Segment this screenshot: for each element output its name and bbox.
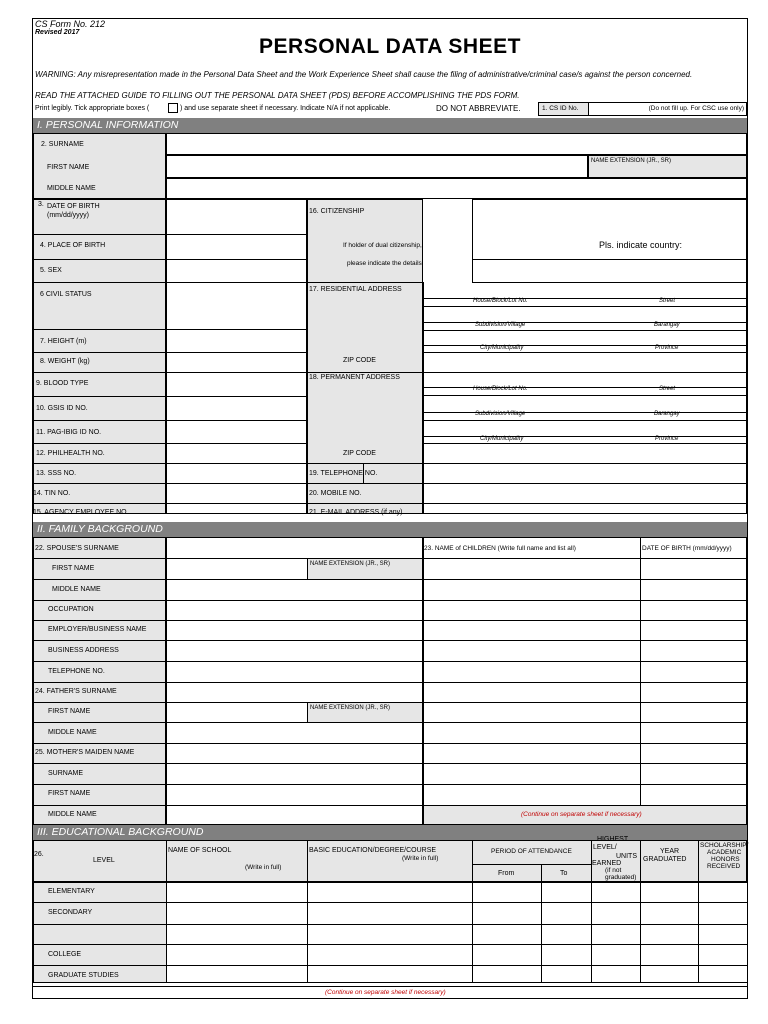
form-number: CS Form No. 212 bbox=[35, 19, 106, 29]
sex-label: 5. SEX bbox=[40, 267, 62, 274]
cs-id-label: 1. CS ID No. bbox=[542, 105, 579, 112]
pds-form bbox=[32, 18, 748, 999]
cs-id-label-cell bbox=[538, 102, 589, 116]
first-name-field[interactable] bbox=[166, 155, 588, 178]
warning-text: WARNING: Any misrepresentation made in the Personal Data Sheet and the Work Experience Sheet shall cause the filing of administrative/criminal case/s against the person concerned. bbox=[35, 70, 693, 79]
first-name-label: FIRST NAME bbox=[47, 164, 90, 171]
level-header: LEVEL bbox=[93, 857, 115, 864]
employer-label: EMPLOYER/BUSINESS NAME bbox=[48, 626, 147, 633]
height-label: 7. HEIGHT (m) bbox=[40, 338, 87, 345]
highest-header-3: UNITS bbox=[616, 853, 637, 860]
business-address-label: BUSINESS ADDRESS bbox=[48, 647, 119, 654]
spouse-middle-name-label: MIDDLE NAME bbox=[52, 586, 101, 593]
weight-label: 8. WEIGHT (kg) bbox=[40, 358, 90, 365]
middle-name-field[interactable] bbox=[166, 178, 747, 199]
citizenship-label: 16. CITIZENSHIP bbox=[309, 208, 365, 215]
scholarship-header-4: RECEIVED bbox=[707, 863, 741, 870]
course-write-full: (Write in full) bbox=[402, 855, 439, 862]
college-label: COLLEGE bbox=[48, 951, 82, 958]
res-street-label: Street bbox=[659, 298, 676, 304]
agency-label: 15. AGENCY EMPLOYEE NO. bbox=[33, 509, 129, 516]
school-write-full: (Write in full) bbox=[245, 864, 282, 871]
residential-address-label: 17. RESIDENTIAL ADDRESS bbox=[309, 286, 402, 293]
telephone-label: 19. TELEPHONE NO. bbox=[309, 470, 378, 477]
family-labels-block bbox=[33, 537, 166, 825]
education-continue-note: (Continue on separate sheet if necessary) bbox=[325, 989, 446, 996]
highest-header-6: graduated) bbox=[605, 874, 637, 881]
occupation-label: OCCUPATION bbox=[48, 606, 94, 613]
print-legibly-a: Print legibly. Tick appropriate boxes ( bbox=[35, 105, 150, 112]
school-header: NAME OF SCHOOL bbox=[168, 847, 232, 854]
res-province-label: Province bbox=[655, 345, 679, 351]
dual-citizenship-note-1: If holder of dual citizenship, bbox=[343, 242, 422, 249]
education-levels-block bbox=[33, 882, 167, 983]
from-header: From bbox=[498, 870, 515, 877]
children-continue-cell bbox=[423, 805, 747, 825]
dual-citizenship-note-2: please indicate the details. bbox=[347, 260, 424, 267]
name-extension-label: NAME EXTENSION (JR., SR) bbox=[591, 158, 672, 164]
perm-street-label: Street bbox=[659, 386, 676, 392]
page-title: PERSONAL DATA SHEET bbox=[259, 35, 521, 58]
cs-use-note: (Do not fill up. For CSC use only) bbox=[648, 105, 744, 112]
spouse-telephone-label: TELEPHONE NO. bbox=[48, 668, 105, 675]
perm-subdivision-label: Subdivision/Village bbox=[475, 411, 526, 417]
perm-barangay-label: Barangay bbox=[654, 411, 680, 417]
children-table[interactable] bbox=[423, 537, 747, 825]
elementary-label: ELEMENTARY bbox=[48, 888, 95, 895]
res-subdivision-label: Subdivision/Village bbox=[475, 322, 526, 328]
country-label: Pls. indicate country: bbox=[599, 240, 683, 250]
father-name-ext-label: NAME EXTENSION (JR., SR) bbox=[310, 705, 391, 711]
father-surname-label: 24. FATHER'S SURNAME bbox=[35, 688, 117, 695]
res-zip-label: ZIP CODE bbox=[343, 357, 376, 364]
section-educational-background: III. EDUCATIONAL BACKGROUND bbox=[33, 825, 747, 840]
revised-label: Revised 2017 bbox=[35, 29, 80, 36]
father-middle-name-label: MIDDLE NAME bbox=[48, 729, 97, 736]
spouse-surname-label: 22. SPOUSE'S SURNAME bbox=[35, 545, 119, 552]
father-name-extension[interactable] bbox=[307, 702, 423, 723]
res-city-label: City/Municipality bbox=[480, 345, 524, 351]
sss-label: 13. SSS NO. bbox=[36, 470, 77, 477]
section-personal-information: I. PERSONAL INFORMATION bbox=[33, 118, 747, 133]
dob-label: DATE OF BIRTH bbox=[47, 203, 100, 210]
email-label: 21. E-MAIL ADDRESS (if any) bbox=[309, 509, 403, 516]
perm-province-label: Province bbox=[655, 436, 679, 442]
to-header: To bbox=[560, 870, 568, 877]
middle-name-label: MIDDLE NAME bbox=[47, 185, 96, 192]
dob-format: (mm/dd/yyyy) bbox=[47, 212, 89, 219]
scholarship-header-2: ACADEMIC bbox=[707, 849, 742, 856]
pagibig-label: 11. PAG-IBIG ID NO. bbox=[36, 429, 102, 436]
year-header-1: YEAR bbox=[660, 848, 680, 855]
do-not-abbreviate: DO NOT ABBREVIATE. bbox=[436, 104, 521, 113]
secondary-label: SECONDARY bbox=[48, 909, 93, 916]
graduate-studies-label: GRADUATE STUDIES bbox=[48, 972, 119, 979]
pob-label: 4. PLACE OF BIRTH bbox=[40, 242, 106, 249]
course-header: BASIC EDUCATION/DEGREE/COURSE bbox=[309, 847, 437, 854]
mother-middle-name-label: MIDDLE NAME bbox=[48, 811, 97, 818]
child-dob-header: DATE OF BIRTH (mm/dd/yyyy) bbox=[642, 545, 732, 552]
section-family-background: II. FAMILY BACKGROUND bbox=[33, 522, 747, 537]
perm-house-label: House/Block/Lot No. bbox=[473, 386, 528, 392]
permanent-address-label: 18. PERMANENT ADDRESS bbox=[309, 374, 400, 381]
surname-field[interactable] bbox=[166, 133, 747, 155]
tin-label: 14. TIN NO. bbox=[33, 490, 71, 497]
res-house-label: House/Block/Lot No. bbox=[473, 298, 528, 304]
family-values-column[interactable] bbox=[166, 537, 423, 825]
scholarship-header-3: HONORS bbox=[711, 856, 740, 863]
mother-surname-label: SURNAME bbox=[48, 770, 84, 777]
perm-zip-label: ZIP CODE bbox=[343, 450, 376, 457]
civil-status-label: 6 CIVIL STATUS bbox=[40, 291, 92, 298]
father-first-name-label: FIRST NAME bbox=[48, 708, 91, 715]
blood-type-label: 9. BLOOD TYPE bbox=[36, 380, 89, 387]
perm-city-label: City/Municipality bbox=[480, 436, 524, 442]
tick-box-sample bbox=[168, 103, 178, 113]
highest-header-5: (if not bbox=[605, 867, 622, 874]
philhealth-label: 12. PHILHEALTH NO. bbox=[36, 450, 105, 457]
highest-header-4: EARNED bbox=[592, 860, 622, 867]
mother-first-name-label: FIRST NAME bbox=[48, 790, 91, 797]
period-header: PERIOD OF ATTENDANCE bbox=[491, 848, 572, 855]
spouse-name-ext-label: NAME EXTENSION (JR., SR) bbox=[310, 561, 391, 567]
children-header: 23. NAME of CHILDREN (Write full name and list all) bbox=[424, 545, 576, 552]
mother-maiden-label: 25. MOTHER'S MAIDEN NAME bbox=[35, 749, 135, 756]
highest-header-2: LEVEL/ bbox=[593, 844, 617, 851]
cs-id-field[interactable] bbox=[588, 102, 747, 116]
spouse-first-name-label: FIRST NAME bbox=[52, 565, 95, 572]
res-barangay-label: Barangay bbox=[654, 322, 680, 328]
personal-values-column[interactable] bbox=[166, 199, 307, 514]
scholarship-header-1: SCHOLARSHIP/ bbox=[700, 842, 749, 849]
children-continue-note: (Continue on separate sheet if necessary) bbox=[521, 811, 642, 818]
gsis-label: 10. GSIS ID NO. bbox=[36, 405, 88, 412]
read-guide-text: READ THE ATTACHED GUIDE TO FILLING OUT THE PERSONAL DATA SHEET (PDS) BEFORE ACCOMPLISHING THE PDS FORM. bbox=[35, 91, 520, 100]
print-legibly-b: ) and use separate sheet if necessary. Indicate N/A if not applicable. bbox=[180, 105, 391, 112]
mobile-label: 20. MOBILE NO. bbox=[309, 490, 362, 497]
year-header-2: GRADUATED bbox=[643, 856, 687, 863]
name-extension-field[interactable] bbox=[588, 155, 747, 178]
dob-num: 3. bbox=[38, 201, 44, 208]
spouse-name-extension[interactable] bbox=[307, 558, 423, 580]
surname-label: 2. SURNAME bbox=[41, 141, 84, 148]
education-num: 26. bbox=[34, 851, 44, 858]
highest-header-1: HIGHEST bbox=[597, 836, 629, 843]
address-fields[interactable] bbox=[423, 282, 747, 514]
